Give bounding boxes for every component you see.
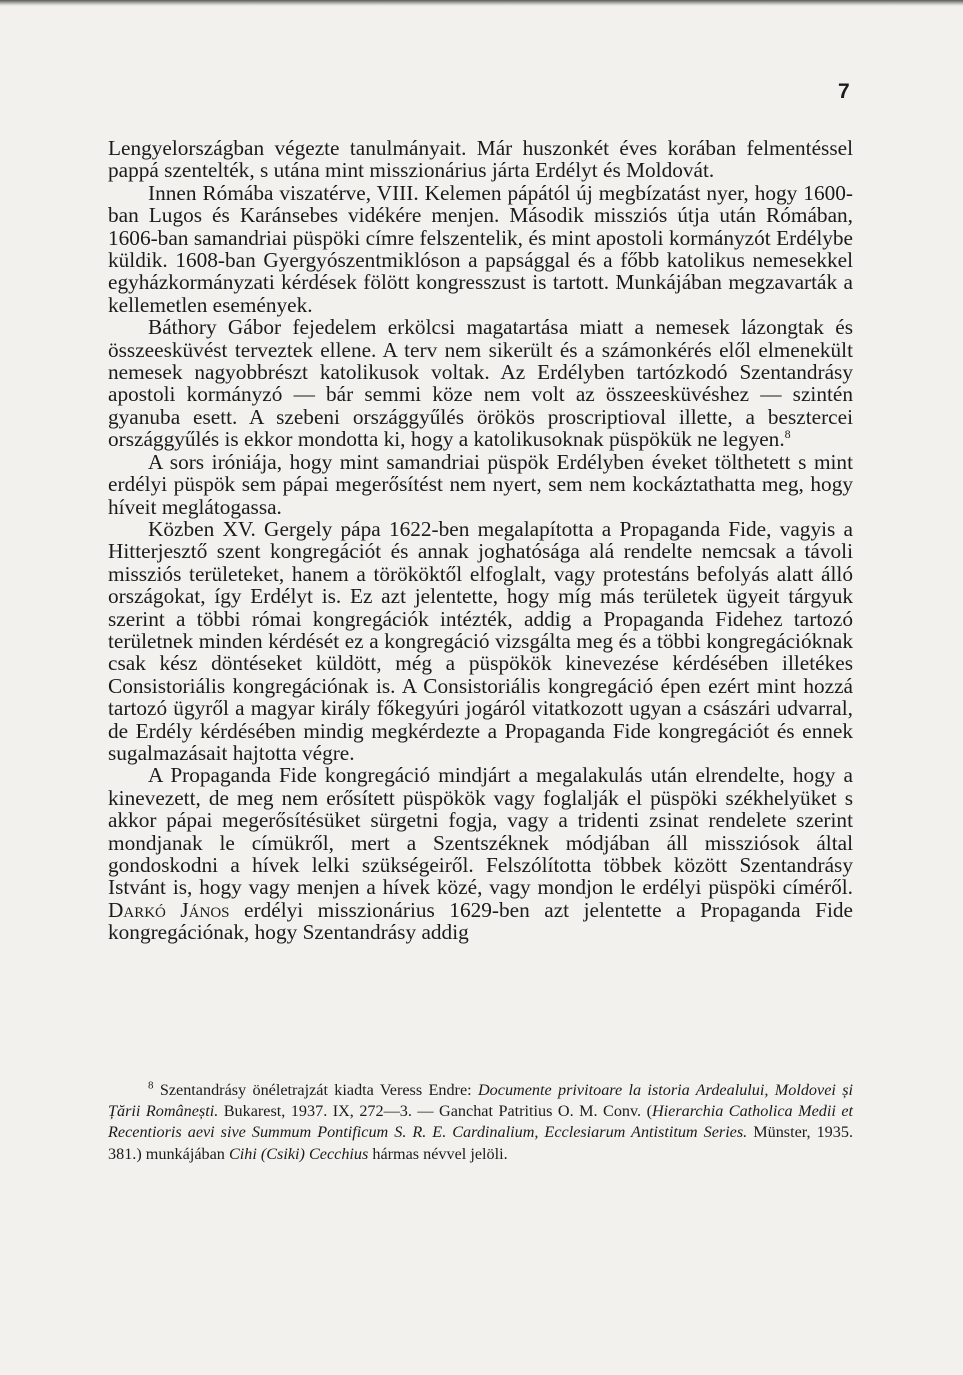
footnote-marker: 8	[148, 1079, 154, 1092]
footnote-reference: 8	[784, 427, 791, 442]
scan-top-edge	[0, 0, 963, 6]
paragraph-1: Lengyelországban végezte tanulmányait. Már huszonkét éves korában felmentéssel pappá szentelték, s utána mint misszionárius járta Erdélyt és Moldovát.	[108, 136, 853, 183]
paragraph-3-text: Báthory Gábor fejedelem erkölcsi magatartása miatt a nemesek lázongtak és összeesküvést terveztek ellene. A terv nem sikerült és a számonkérés elől elmenekült nemesek nagyobbrészt katolikusok voltak. Az Erdélyben tartózkodó Szentandrásy apostoli kormányzó — bár semmi köze nem volt az összeesküvéshez — szintén gyanuba esett. A szebeni országgyűlés örökös proscriptioval illette, a besztercei országgyűlés is ekkor mondotta ki, hogy a katolikusoknak püspökük ne legyen.	[108, 315, 853, 452]
footnote-title-3: Cihi (Csiki) Cecchius	[228, 1144, 369, 1163]
footnote-title-1: Documente privitoare la istoria Ardealului, Moldovei și Țării Românești.	[108, 1081, 854, 1121]
paragraph-5: Közben XV. Gergely pápa 1622-ben megalapította a Propaganda Fide, vagyis a Hitterjesztő szent kongregációt és annak joghatósága alá rendelte nemcsak a távoli missziós területeket, hanem a törököktől elfoglalt, vagy protestáns befolyás alatt álló országokat, így Erdélyt is. Ez azt jelentette, hogy míg más területek ügyeit tárgyuk szerint a többi római kongregációk intézték, addig a Propaganda Fidehez tartozó területnek minden kérdését ez a kongregáció vizsgálta meg és a többi kongregációknak csak kész döntéseket küldött, még a püspökök kinevezése kérdésében illetékes Consistoriális kongregációnak is. A Consistoriális kongregáció épen ezért mint hozzá tartozó ügyről a magyar király főkegyúri jogáról vitatkozott ugyan a császári udvarral, de Erdély kérdésében mindig megkérdezte a Propaganda Fide kongregációt és ennek sugalmazásait hajtotta végre.	[108, 516, 853, 765]
footnote-text-2: Bukarest, 1937. IX, 272—3. — Ganchat Patritius O. M. Conv. (	[223, 1102, 652, 1121]
paragraph-6-text-b: erdélyi misszionárius 1629-ben azt jelentette a Propaganda Fide kongregációnak, hogy Szentandrásy addig	[108, 897, 853, 945]
page-number: 7	[838, 80, 850, 103]
footnote-text-4: hármas névvel jelöli.	[372, 1144, 508, 1163]
footnotes	[108, 1080, 853, 1165]
paragraph-4: A sors iróniája, hogy mint samandriai püspök Erdélyben éveket tölthetett s mint erdélyi püspök sem pápai megerősítést nem nyert, sem nem kockáztathatta meg, hogy híveit meglátogassa.	[108, 449, 853, 519]
footnote-title-2: Hierarchia Catholica Medii et Recentioris aevi sive Summum Pontificum S. R. E. Cardinalium, Ecclesiarum Antistitum Series.	[108, 1102, 854, 1142]
person-name: Darkó János	[108, 897, 230, 922]
body-text	[108, 137, 853, 944]
paragraph-2: Innen Rómába viszatérve, VIII. Kelemen pápától új megbízatást nyer, hogy 1600-ban Lugos és Karánsebes vidékére menjen. Második missziós útja után Rómában, 1606-ban samandriai püspöki címre felszentelik, és mint apostoli kormányzót Erdélybe küldik. 1608-ban Gyergyószentmiklóson a papsággal és a főbb katolikus nemesekkel egyházkormányzati kérdések fölött kongresszust is tartott. Munkájában megzavarták a kellemetlen események.	[108, 180, 853, 317]
footnote-text-1: Szentandrásy önéletrajzát kiadta Veress Endre:	[159, 1081, 472, 1099]
paragraph-3	[108, 316, 853, 450]
footnote-text-3: Münster, 1935. 381.) munkájában	[108, 1123, 853, 1163]
footnote-8	[108, 1080, 853, 1165]
paragraph-6	[108, 764, 853, 943]
paragraph-6-text-a: A Propaganda Fide kongregáció mindjárt a megalakulás után elrendelte, hogy a kinevezett, de meg nem erősített püspökök vagy foglalják el püspöki székhelyüket s akkor pápai megerősítésüket sürgetni fogja, vagy a tridenti zsinat rendelete szerint mondjanak le címükről, mert a Szentszéknek módjában áll missziósok által gondoskodni a hívek lelki szükségeiről. Felszólította többek között Szentandrásy Istvánt is, hogy vagy menjen a hívek közé, vagy mondjon le erdélyi püspöki címéről.	[108, 763, 853, 900]
